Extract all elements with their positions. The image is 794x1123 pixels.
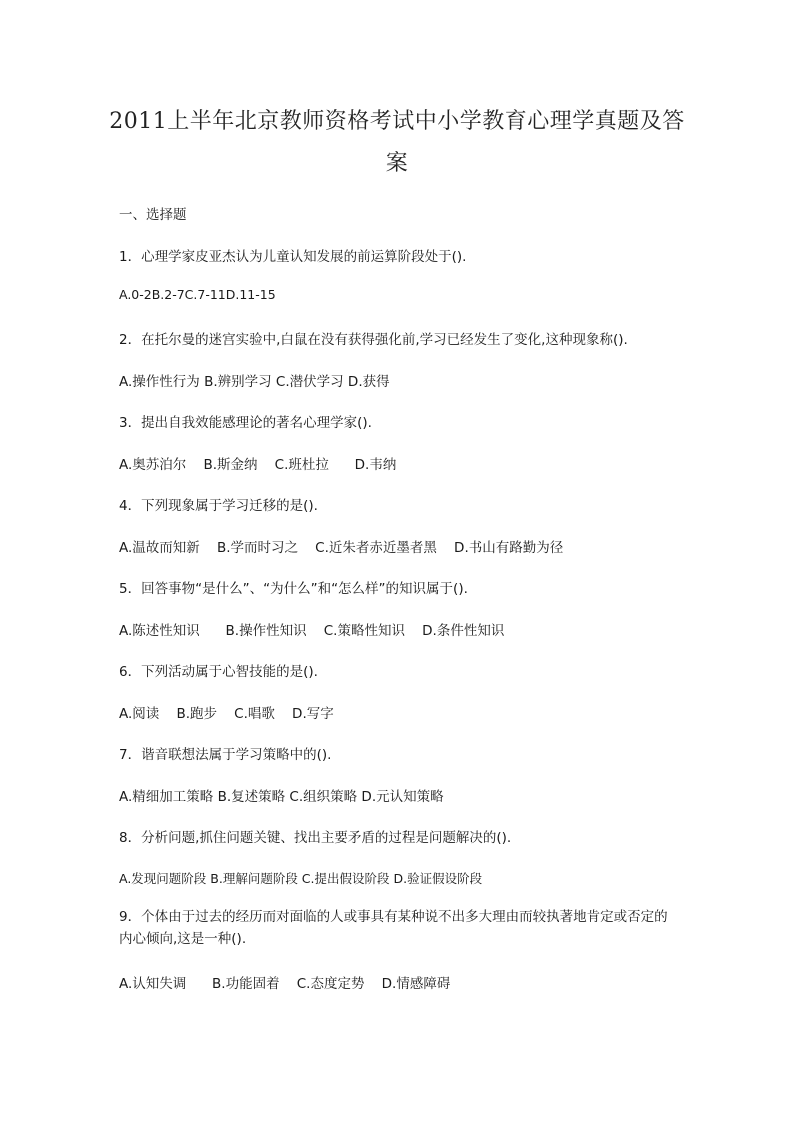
question-1-options: A.0-2B.2-7C.7-11D.11-15 [119,287,276,302]
section-heading: 一、选择题 [119,207,187,223]
question-8: 8．分析问题,抓住问题关键、找出主要矛盾的过程是问题解决的(). [119,830,512,846]
question-9: 9．个体由于过去的经历而对面临的人或事具有某种说不出多大理由而较执著地肯定或否定的内心倾向,这是一种(). [119,909,668,947]
question-4-options: A.温故而知新 B.学而时习之 C.近朱者赤近墨者黑 D.书山有路勤为径 [119,540,564,556]
question-6: 6．下列活动属于心智技能的是(). [119,664,318,680]
question-9-options: A.认知失调 B.功能固着 C.态度定势 D.情感障碍 [119,976,451,992]
question-2: 2．在托尔曼的迷宫实验中,白鼠在没有获得强化前,学习已经发生了变化,这种现象称(). [119,332,628,348]
document-title-line1: 2011上半年北京教师资格考试中小学教育心理学真题及答 [109,109,685,134]
question-5-options: A.陈述性知识 B.操作性知识 C.策略性知识 D.条件性知识 [119,623,505,639]
question-7: 7．谐音联想法属于学习策略中的(). [119,747,332,763]
question-3: 3．提出自我效能感理论的著名心理学家(). [119,415,372,431]
question-6-options: A.阅读 B.跑步 C.唱歌 D.写字 [119,706,334,722]
question-1: 1．心理学家皮亚杰认为儿童认知发展的前运算阶段处于(). [119,249,467,265]
document-title-line2: 案 [385,151,409,176]
question-2-options: A.操作性行为 B.辨别学习 C.潜伏学习 D.获得 [119,374,390,390]
question-8-options: A.发现问题阶段 B.理解问题阶段 C.提出假设阶段 D.验证假设阶段 [119,871,483,886]
question-5: 5．回答事物“是什么”、“为什么”和“怎么样”的知识属于(). [119,581,468,597]
question-7-options: A.精细加工策略 B.复述策略 C.组织策略 D.元认知策略 [119,789,444,805]
question-4: 4．下列现象属于学习迁移的是(). [119,498,318,514]
question-3-options: A.奥苏泊尔 B.斯金纳 C.班杜拉 D.韦纳 [119,457,397,473]
